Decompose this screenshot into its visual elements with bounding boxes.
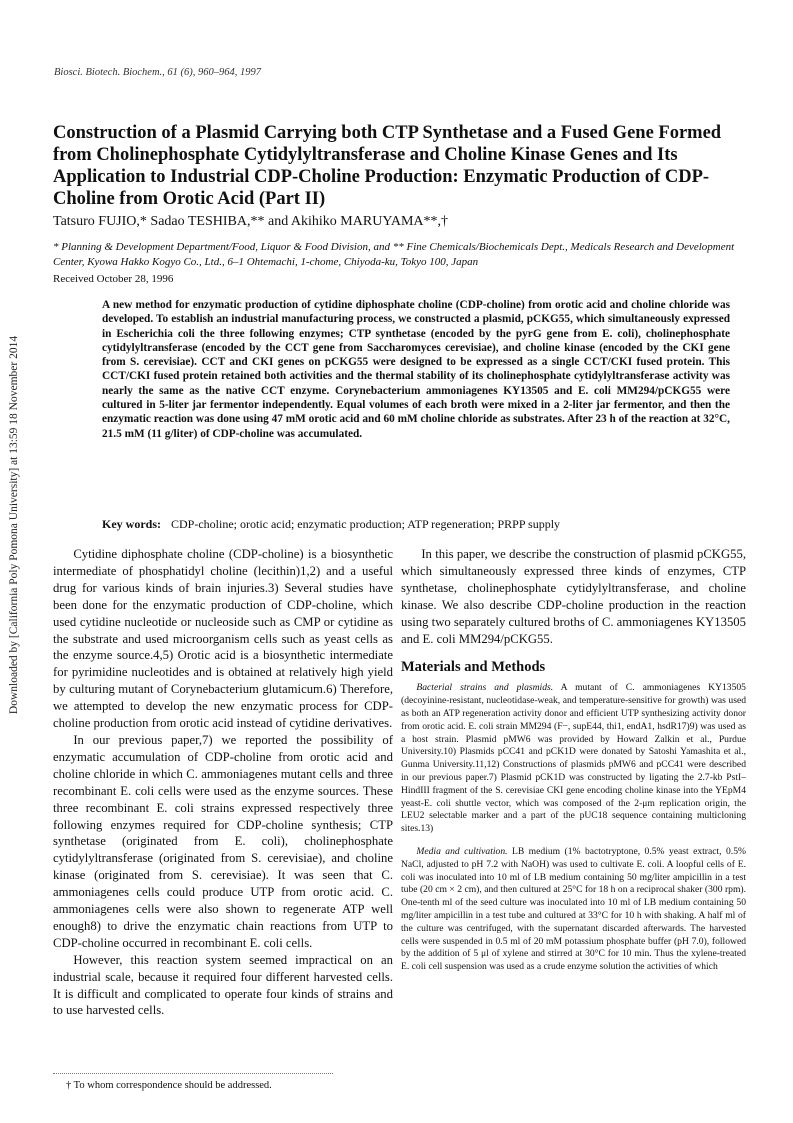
download-note: Downloaded by [California Poly Pomona University] at 13:59 18 November 2014 — [8, 335, 21, 715]
keywords-label: Key words: — [102, 517, 161, 531]
intro-paragraph: In this paper, we describe the construction of plasmid pCKG55, which simultaneously expressed three kinds of enzymes, CTP synthetase, cholinephosphate cytidylyltransferase, and choline kinase. We also describe CDP-choline production in the reaction using two separately cultured broths of C. ammoniagenes KY13505 and E. coli MM294/pCKG55. — [401, 547, 746, 646]
author-list: Tatsuro FUJIO,* Sadao TESHIBA,** and Akihiko MARUYAMA**,† — [53, 214, 449, 229]
body-paragraph: In our previous paper,7) we reported the possibility of enzymatic accumulation of CDP-choline from orotic acid and choline chloride in which C. ammoniagenes mutant cells and three recombinant E. coli cells were used as the enzyme sources. These three recombinant E. coli strains expressed respectively three following enzymes required for CDP-choline synthesis; CTP synthetase (originated from E. coli), cholinephosphate cytidylyltransferase (originated from S. cerevisiae), and choline kinase (originated from S. cerevisiae). It was seen that C. ammoniagenes cells could produce UTP from orotic acid. C. ammoniagenes cells were also shown to regenerate ATP well enough8) to drive the enzymatic chain reactions from UTP to CDP-choline occurred in recombinant E. coli cells. — [53, 732, 393, 950]
received-date: Received October 28, 1996 — [53, 273, 174, 285]
keywords-line — [102, 517, 742, 532]
journal-citation: Biosci. Biotech. Biochem., 61 (6), 960–964, 1997 — [54, 67, 262, 78]
left-column — [53, 546, 393, 1019]
section-heading: Materials and Methods — [401, 659, 546, 676]
abstract: A new method for enzymatic production of cytidine diphosphate choline (CDP-choline) from orotic acid and choline chloride was developed. To establish an industrial manufacturing process, we constructed a plasmid, pCKG55, which simultaneously expressed in Escherichia coli the three following enzymes; CTP synthetase (encoded by the pyrG gene from E. coli), cholinephosphate cytidylyltransferase (encoded by the CCT gene from Saccharomyces cerevisiae), and choline kinase (encoded by the CKI gene from S. cerevisiae). CCT and CKI genes on pCKG55 were designed to be expressed as a single CCT/CKI fused protein. This CCT/CKI fused protein retained both activities and the thermal stability of its cholinephosphate cytidylyltransferase activity was nearly the same as the native CCT enzyme. Corynebacterium ammoniagenes KY13505 and E. coli MM294/pCKG55 were cultured in 5-liter jar fermentor independently. Equal volumes of each broth were mixed in a 2-liter jar fermentor, and then the enzymatic reaction was done using 47 mM orotic acid and 60 mM choline chloride as substrates. After 23 h of the reaction at 32°C, 21.5 mM (11 g/liter) of CDP-choline was accumulated. — [102, 299, 730, 440]
methods-paragraph — [401, 846, 746, 974]
affiliation: * Planning & Development Department/Food, Liquor & Food Division, and ** Fine Chemicals/Biochemicals Dept., Medicals Research and Development Center, Kyowa Hakko Kogyo Co., Ltd., 6–1 Ohtemachi, 1-chome, Chiyoda-ku, Tokyo 100, Japan — [53, 241, 735, 268]
article-title: Construction of a Plasmid Carrying both CTP Synthetase and a Fused Gene Formed from Cholinephosphate Cytidylyltransferase and Choline Kinase Genes and Its Application to Industrial CDP-Choline Production: Enzymatic Production of CDP-Choline from Orotic Acid (Part II) — [53, 123, 722, 209]
methods-text: LB medium (1% bactotryptone, 0.5% yeast extract, 0.5% NaCl, adjusted to pH 7.2 with NaOH) was used to cultivate E. coli. A loopful cells of E. coli was inoculated into 10 ml of LB medium containing 50 mg/liter ampicillin in a test tube (20 cm × 2 cm), and then cultured at 25°C for 18 h on a reciprocal shaker (300 rpm). One-tenth ml of the seed culture was inoculated into 10 ml of LB medium containing 50 mg/liter ampicillin in a test tube and cultured at 33°C for 10 h with shaking. A half ml of the culture was centrifuged, with the supernatant discarded afterwards. The harvested cells were suspended in 0.5 ml of 20 mM potassium phosphate buffer (pH 7.0), followed by the addition of 5 μl of xylene and stirred at 30°C for 10 min. Thus the xylene-treated E. coli cell suspension was used as a crude enzyme solution the activities of which — [401, 846, 746, 973]
methods-text: A mutant of C. ammoniagenes KY13505 (decoyinine-resistant, nucleotidase-weak, and temperature-sensitive for growth) was used as both an ATP regeneration activity donor and efficient UTP synthesizing activity donor from orotic acid. E. coli strain MM294 (F−, supE44, thi1, endA1, hsdR17)9) was used as a host strain. Plasmid pMW6 was provided by Howard Zalkin et al., Purdue University.10) Plasmids pCC41 and pCK1D were donated by Satoshi Yamashita et al., Gunma University.11,12) Constructions of plasmids pMW6 and pCC41 were described in our previous paper.7) Plasmid pCK1D was constructed by ligating the 2.7-kb PstI–HindIII fragment of the S. cerevisiae CKI gene encoding choline kinase into the YEpM4 yeast-E. coli shuttle vector, which was composed of the 2-μm replication origin, the LEU2 selectable marker and a part of the pUC18 sequence containing multicloning sites.13) — [401, 682, 746, 835]
run-in-heading: Media and cultivation. — [416, 846, 508, 857]
download-watermark — [2, 245, 26, 805]
methods-paragraph — [401, 682, 746, 836]
body-paragraph: However, this reaction system seemed impractical on an industrial scale, because it required four different harvested cells. It is difficult and complicated to operate four kinds of strains and to use harvested cells. — [53, 952, 393, 1018]
footnote-divider — [53, 1073, 333, 1074]
footnote: † To whom correspondence should be addressed. — [66, 1080, 272, 1091]
right-column — [401, 546, 746, 974]
body-paragraph: Cytidine diphosphate choline (CDP-choline) is a biosynthetic intermediate of phosphatidyl choline (lecithin)1,2) and a useful drug for various kinds of brain injuries.3) Several studies have been done for the enzymatic production of CDP-choline, which used cytidine nucleotide or nucleoside such as CMP or cytidine as the substrate and used microorganism cells such as yeast cells as the enzyme source.4,5) Orotic acid is a biosynthetic intermediate for pyrimidine nucleotides and is obtained at relatively high yield by culturing mutant of Corynebacterium glutamicum.6) Therefore, we attempted to develop the new enzymatic process for CDP-choline production from orotic acid instead of cytidine derivatives. — [53, 547, 393, 731]
run-in-heading: Bacterial strains and plasmids. — [416, 682, 554, 694]
keywords-text: CDP-choline; orotic acid; enzymatic production; ATP regeneration; PRPP supply — [171, 517, 561, 531]
